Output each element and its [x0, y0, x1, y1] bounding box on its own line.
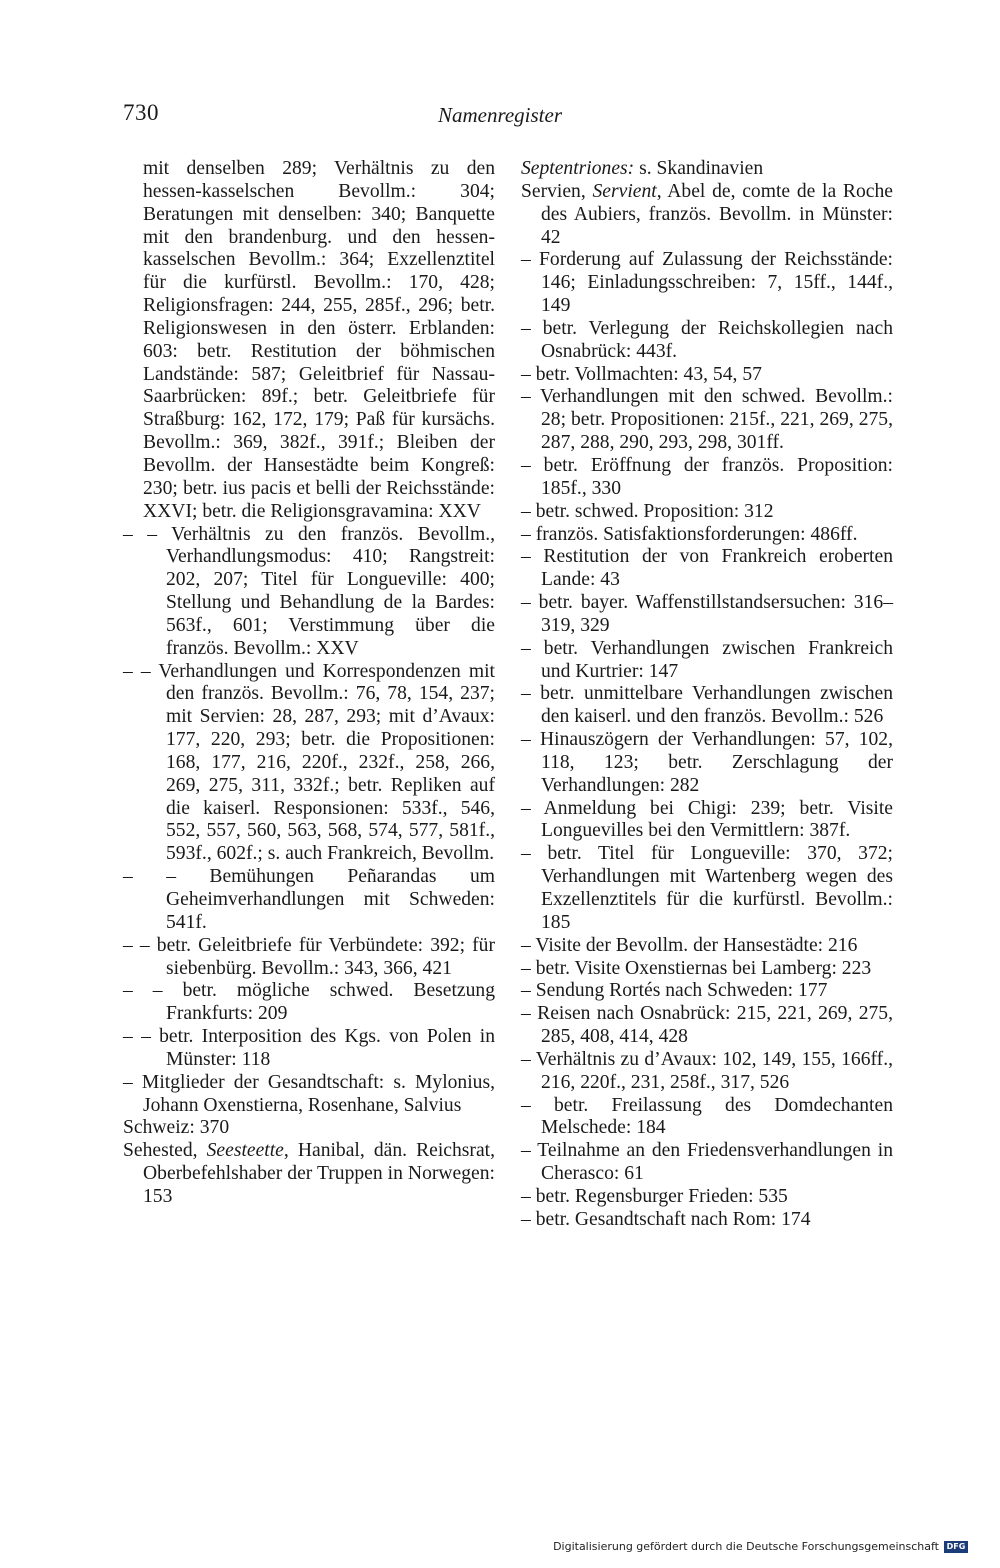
index-entry: – Verhältnis zu d’Avaux: 102, 149, 155, 166ff., 216, 220f., 231, 258f., 317, 526 [521, 1048, 893, 1093]
index-column-right [521, 158, 893, 1232]
index-entry: – Visite der Bevollm. der Hansestädte: 216 [521, 934, 858, 956]
dfg-logo: DFG [944, 1541, 968, 1553]
credit-text: Digitalisierung gefördert durch die Deutsche Forschungsgemeinschaft [553, 1540, 939, 1553]
page-number: 730 [123, 100, 159, 125]
index-entry: Schweiz: 370 [123, 1117, 230, 1139]
index-entry: – betr. bayer. Waffenstillstandsersuchen: 316–319, 329 [521, 592, 893, 636]
index-entry: – – Verhandlungen und Korrespondenzen mit den französ. Bevollm.: 76, 78, 154, 237; mit Servien: 28, 287, 293; mit d’Avaux: 177, 220, 293; betr. die Propositionen: 168, 177, 216, 220f., 232f., 258, 266, 269, 275, 311, 332f.; betr. Repliken auf die kaiserl. Responsionen: 533f., 546, 552, 557, 560, 563, 568, 574, 577, 581f., 593f., 602f.; s. auch Frankreich, Bevollm. [123, 660, 495, 865]
index-entry: – Sendung Rortés nach Schweden: 177 [521, 980, 828, 1002]
index-entry: – Teilnahme an den Friedensverhandlungen in Cherasco: 61 [521, 1140, 893, 1185]
index-entry: – betr. schwed. Proposition: 312 [521, 500, 774, 522]
index-entry: – – betr. Interposition des Kgs. von Polen in Münster: 118 [123, 1026, 495, 1070]
index-column-left [123, 158, 495, 1209]
index-entry: Septentriones: s. Skandinavien [521, 158, 764, 179]
index-entry: – betr. Verhandlungen zwischen Frankreich und Kurtrier: 147 [521, 637, 893, 682]
running-head: Namenregister [437, 103, 563, 127]
index-entry: – Restitution der von Frankreich eroberten Lande: 43 [521, 546, 893, 591]
index-entry: – Anmeldung bei Chigi: 239; betr. Visite Longuevilles bei den Vermittlern: 387f. [521, 797, 893, 842]
index-entry: – Verhandlungen mit den schwed. Bevollm.: 28; betr. Propositionen: 215f., 221, 269, 275, 287, 288, 290, 293, 298, 301ff. [521, 386, 893, 454]
index-entry: – betr. Vollmachten: 43, 54, 57 [521, 363, 762, 385]
index-entry: – betr. Eröffnung der französ. Proposition: 185f., 330 [521, 454, 893, 499]
index-entry: – betr. Gesandtschaft nach Rom: 174 [521, 1208, 811, 1230]
index-entry: – betr. Titel für Longueville: 370, 372; Verhandlungen mit Wartenberg wegen des Exzellenztitels für die kurfürstl. Bevollm.: 185 [521, 843, 893, 933]
index-entry: – Reisen nach Osnabrück: 215, 221, 269, 275, 285, 408, 414, 428 [521, 1003, 893, 1048]
index-entry: Servien, Servient, Abel de, comte de la Roche des Aubiers, französ. Bevollm. in Münster: 42 [521, 180, 893, 248]
index-entry: mit denselben 289; Verhältnis zu den hessen-kasselschen Bevollm.: 304; Beratungen mit denselben: 340; Banquette mit den brandenburg. und den hessen-kasselschen Bevollm.: 364; Exzellenztitel für die kurfürstl. Bevollm.: 170, 428; Religionsfragen: 244, 255, 285f., 296; betr. Religionswesen in den österr. Erblanden: 603: betr. Restitution der böhmischen Landstände: 587; Geleitbrief für Nassau-Saarbrücken: 89f.; betr. Geleitbriefe für Straßburg: 162, 172, 179; Paß für kursächs. Bevollm.: 369, 382f., 391f.; Bleiben der Bevollm. der Hansestädte beim Kongreß: 230; betr. ius pacis et belli der Reichsstände: XXVI; betr. die Religionsgravamina: XXV [143, 158, 495, 522]
index-entry: Sehested, Seesteette, Hanibal, dän. Reichsrat, Oberbefehlshaber der Truppen in Norwegen: 153 [123, 1140, 495, 1207]
index-entry: – betr. Visite Oxenstiernas bei Lamberg: 223 [521, 957, 872, 979]
index-entry: – Forderung auf Zulassung der Reichsstände: 146; Einladungsschreiben: 7, 15ff., 144f., 149 [521, 249, 893, 317]
index-entry: – betr. Verlegung der Reichskollegien nach Osnabrück: 443f. [521, 317, 893, 362]
index-entry: – betr. Freilassung des Domdechanten Melschede: 184 [521, 1094, 893, 1139]
index-entry: – – Bemühungen Peñarandas um Geheimverhandlungen mit Schweden: 541f. [123, 866, 495, 933]
index-entry: – Mitglieder der Gesandtschaft: s. Mylonius, Johann Oxenstierna, Rosenhane, Salvius [123, 1071, 495, 1116]
index-entry: – Hinauszögern der Verhandlungen: 57, 102, 118, 123; betr. Zerschlagung der Verhandlungen: 282 [521, 729, 893, 796]
index-entry: – betr. unmittelbare Verhandlungen zwischen den kaiserl. und den französ. Bevollm.: 526 [521, 683, 893, 728]
index-entry: – betr. Regensburger Frieden: 535 [521, 1185, 788, 1207]
footer-credit [553, 1540, 968, 1553]
index-entry: – – betr. mögliche schwed. Besetzung Frankfurts: 209 [123, 980, 495, 1025]
index-entry: – – Verhältnis zu den französ. Bevollm., Verhandlungsmodus: 410; Rangstreit: 202, 207; Titel für Longueville: 400; Stellung und Behandlung de la Bardes: 563f., 601; Verstimmung über die französ. Bevollm.: XXV [123, 523, 495, 659]
index-entry: – – betr. Geleitbriefe für Verbündete: 392; für siebenbürg. Bevollm.: 343, 366, 421 [123, 934, 495, 979]
index-entry: – französ. Satisfaktionsforderungen: 486ff. [521, 523, 858, 545]
